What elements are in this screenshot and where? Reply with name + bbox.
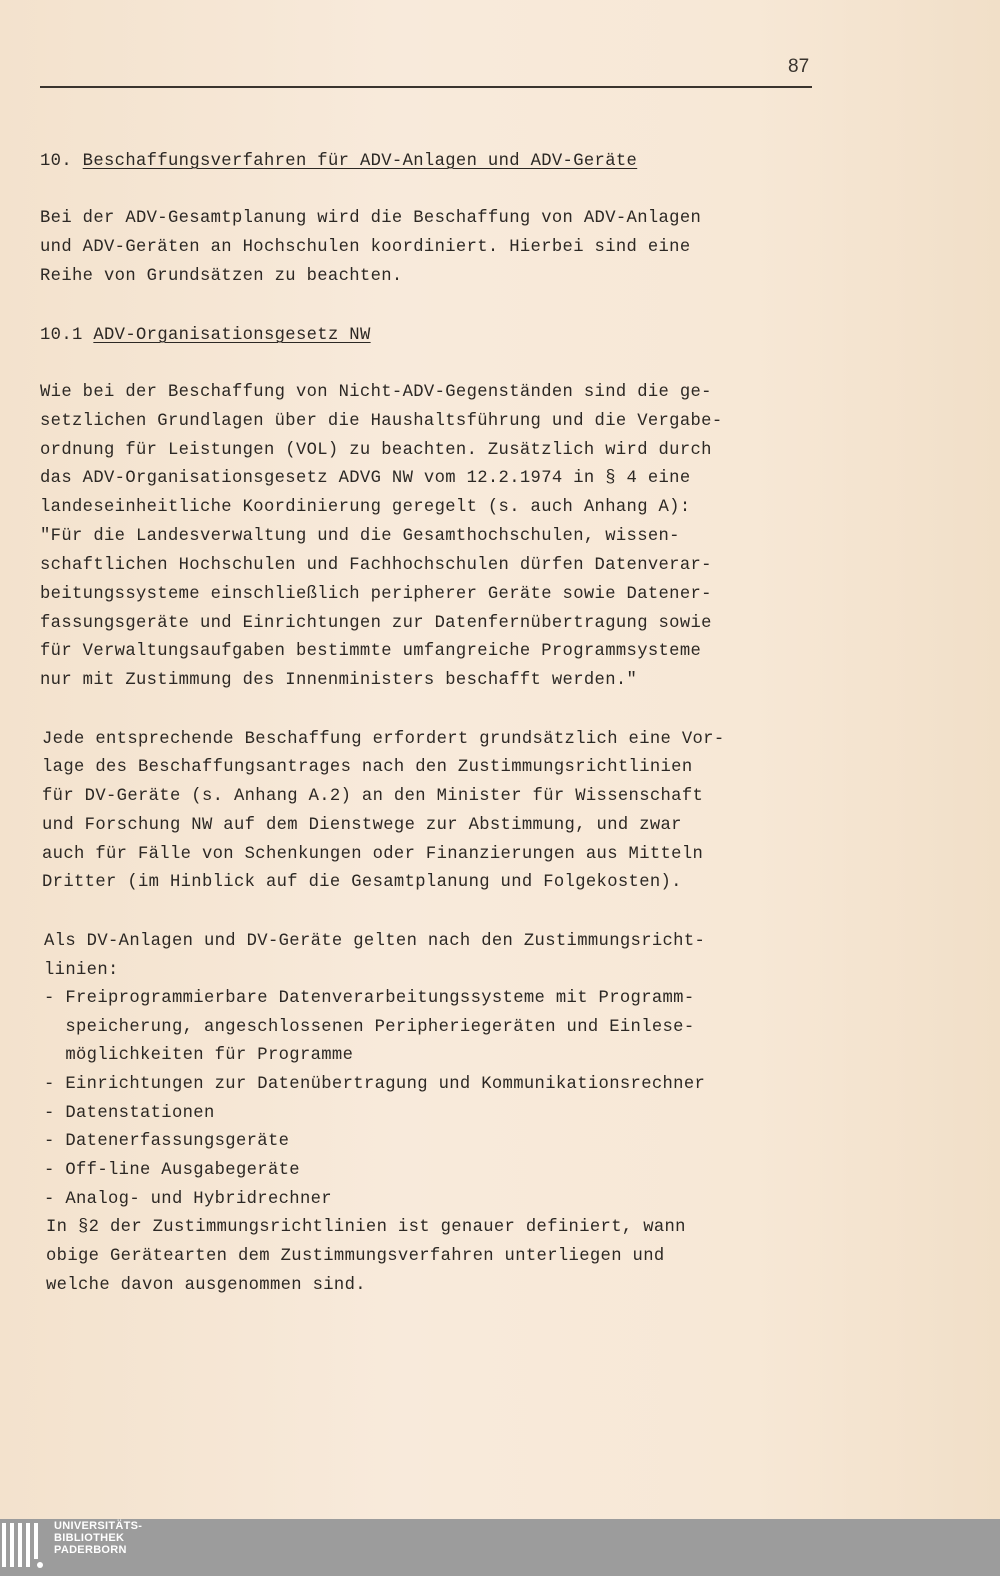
library-name-line: PADERBORN xyxy=(54,1544,127,1556)
subsection-heading-number: 10.1 xyxy=(40,326,83,345)
intro-line: Reihe von Grundsätzen zu beachten. xyxy=(40,267,403,286)
paragraph-line: ordnung für Leistungen (VOL) zu beachten. Zusätzlich wird durch xyxy=(40,441,712,460)
list-item: - Off-line Ausgabegeräte xyxy=(44,1161,300,1180)
paragraph-line: landeseinheitliche Koordinierung geregelt (s. auch Anhang A): xyxy=(40,498,691,517)
paragraph-line: schaftlichen Hochschulen und Fachhochschulen dürfen Datenverar- xyxy=(40,556,712,575)
paragraph-line: Dritter (im Hinblick auf die Gesamtplanung und Folgekosten). xyxy=(42,873,682,892)
paragraph-line: Wie bei der Beschaffung von Nicht-ADV-Gegenständen sind die ge- xyxy=(40,383,712,402)
subsection-heading-title: ADV-Organisationsgesetz NW xyxy=(93,326,371,345)
library-name-line: UNIVERSITÄTS- xyxy=(54,1520,143,1532)
intro-line: und ADV-Geräten an Hochschulen koordiniert. Hierbei sind eine xyxy=(40,238,691,257)
paragraph-line: das ADV-Organisationsgesetz ADVG NW vom 12.2.1974 in § 4 eine xyxy=(40,469,691,488)
page-number: 87 xyxy=(788,56,810,77)
library-logo-icon xyxy=(0,1521,46,1569)
section-heading-title: Beschaffungsverfahren für ADV-Anlagen und ADV-Geräte xyxy=(82,152,638,171)
list-item: - Datenstationen xyxy=(44,1104,215,1123)
list-item-continuation: möglichkeiten für Programme xyxy=(44,1046,354,1065)
list-item: - Analog- und Hybridrechner xyxy=(44,1190,332,1209)
list-item: - Freiprogrammierbare Datenverarbeitungssysteme mit Programm- xyxy=(44,989,695,1008)
list-item: - Datenerfassungsgeräte xyxy=(44,1132,290,1151)
paragraph-line: linien: xyxy=(44,961,119,980)
list-item: - Einrichtungen zur Datenübertragung und Kommunikationsrechner xyxy=(44,1075,706,1094)
paragraph-line: lage des Beschaffungsantrages nach den Zustimmungsrichtlinien xyxy=(42,758,693,777)
paragraph-line: Jede entsprechende Beschaffung erfordert grundsätzlich eine Vor- xyxy=(42,730,725,749)
list-item-continuation: speicherung, angeschlossenen Peripheriegeräten und Einlese- xyxy=(44,1018,695,1037)
paragraph-line: nur mit Zustimmung des Innenministers beschafft werden." xyxy=(40,671,638,690)
library-footer xyxy=(0,1519,1000,1576)
section-heading xyxy=(40,152,637,172)
library-name-line: BIBLIOTHEK xyxy=(54,1532,125,1544)
library-name xyxy=(54,1520,142,1556)
paragraph-line: und Forschung NW auf dem Dienstwege zur Abstimmung, und zwar xyxy=(42,816,682,835)
paragraph-line: setzlichen Grundlagen über die Haushaltsführung und die Vergabe- xyxy=(40,412,723,431)
paragraph-line: fassungsgeräte und Einrichtungen zur Datenfernübertragung sowie xyxy=(40,614,712,633)
section-heading-number: 10. xyxy=(40,152,72,171)
header-rule xyxy=(40,86,812,88)
subsection-heading xyxy=(40,326,371,346)
paragraph-line: Als DV-Anlagen und DV-Geräte gelten nach den Zustimmungsricht- xyxy=(44,932,706,951)
intro-line: Bei der ADV-Gesamtplanung wird die Beschaffung von ADV-Anlagen xyxy=(40,209,702,228)
paragraph-line: obige Gerätearten dem Zustimmungsverfahren unterliegen und xyxy=(46,1247,665,1266)
paragraph-line: beitungssysteme einschließlich peripherer Geräte sowie Datener- xyxy=(40,585,712,604)
paragraph-line: für DV-Geräte (s. Anhang A.2) an den Minister für Wissenschaft xyxy=(42,787,704,806)
paragraph-line: "Für die Landesverwaltung und die Gesamthochschulen, wissen- xyxy=(40,527,680,546)
paragraph-line: welche davon ausgenommen sind. xyxy=(46,1276,366,1295)
paragraph-line: für Verwaltungsaufgaben bestimmte umfangreiche Programmsysteme xyxy=(40,642,702,661)
paragraph-line: auch für Fälle von Schenkungen oder Finanzierungen aus Mitteln xyxy=(42,845,704,864)
paragraph-line: In §2 der Zustimmungsrichtlinien ist genauer definiert, wann xyxy=(46,1218,686,1237)
